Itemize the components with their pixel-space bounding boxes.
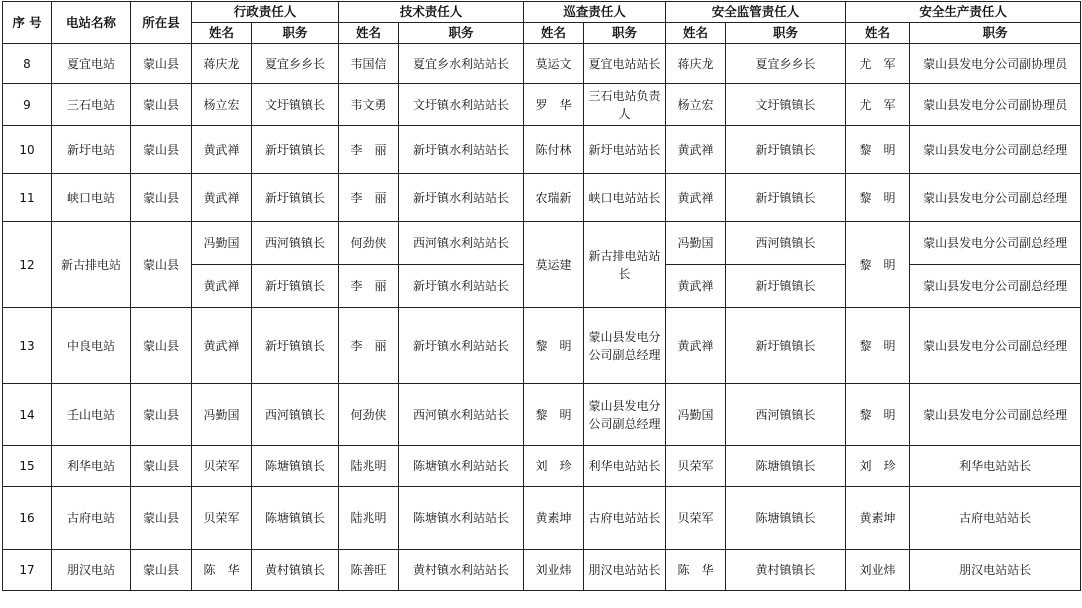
prod-duty-cell: 蒙山县发电分公司副总经理 [910,384,1081,446]
prod-name-cell: 尤 军 [846,84,910,126]
station-cell: 新圩电站 [52,126,131,174]
sup-name-cell: 冯勤国 [666,222,726,265]
col-seq-header: 序 号 [3,2,52,44]
tech-name-header: 姓名 [339,23,399,44]
station-cell: 三石电站 [52,84,131,126]
sup-duty-cell: 新圩镇镇长 [726,174,846,222]
admin-name-cell: 冯勤国 [192,222,252,265]
admin-duty-cell: 黄村镇镇长 [252,550,339,591]
admin-duty-cell: 新圩镇镇长 [252,126,339,174]
patrol-duty-cell: 蒙山县发电分公司副总经理 [584,308,666,384]
table-row [3,44,1081,84]
tech-duty-cell: 陈塘镇水利站站长 [399,446,524,487]
prod-duty-cell: 蒙山县发电分公司副协理员 [910,44,1081,84]
sup-duty-cell: 新圩镇镇长 [726,265,846,308]
admin-name-cell: 杨立宏 [192,84,252,126]
table-row [3,84,1081,126]
sup-name-cell: 蒋庆龙 [666,44,726,84]
admin-duty-cell: 陈塘镇镇长 [252,446,339,487]
tech-duty-cell: 西河镇水利站站长 [399,222,524,265]
county-cell: 蒙山县 [131,44,192,84]
admin-name-cell: 贝荣军 [192,446,252,487]
sup-name-cell: 黄武禅 [666,126,726,174]
tech-duty-cell: 新圩镇水利站站长 [399,126,524,174]
sup-duty-header: 职务 [726,23,846,44]
county-cell: 蒙山县 [131,487,192,550]
patrol-name-header: 姓名 [524,23,584,44]
admin-duty-cell: 西河镇镇长 [252,222,339,265]
station-cell: 古府电站 [52,487,131,550]
tech-name-cell: 陆兆明 [339,487,399,550]
group-admin-header: 行政责任人 [192,2,339,23]
table-row [3,308,1081,384]
sup-name-cell: 黄武禅 [666,308,726,384]
table-row [3,384,1081,446]
group-safety-sup-header: 安全监管责任人 [666,2,846,23]
patrol-duty-header: 职务 [584,23,666,44]
admin-name-cell: 冯勤国 [192,384,252,446]
sup-duty-cell: 文圩镇镇长 [726,84,846,126]
station-cell: 夏宜电站 [52,44,131,84]
tech-name-cell: 陆兆明 [339,446,399,487]
prod-name-cell: 刘 珍 [846,446,910,487]
sup-name-cell: 黄武禅 [666,174,726,222]
sup-duty-cell: 陈塘镇镇长 [726,446,846,487]
sup-duty-cell: 陈塘镇镇长 [726,487,846,550]
tech-name-cell: 李 丽 [339,174,399,222]
prod-name-cell: 尤 军 [846,44,910,84]
tech-duty-cell: 新圩镇水利站站长 [399,174,524,222]
prod-name-cell: 黎 明 [846,308,910,384]
patrol-name-cell: 罗 华 [524,84,584,126]
tech-duty-cell: 文圩镇水利站站长 [399,84,524,126]
group-safety-prod-header: 安全生产责任人 [846,2,1081,23]
seq-cell: 11 [3,174,52,222]
sup-duty-cell: 西河镇镇长 [726,384,846,446]
header-row-1 [3,2,1081,23]
county-cell: 蒙山县 [131,446,192,487]
patrol-duty-cell: 峡口电站站长 [584,174,666,222]
patrol-duty-cell: 利华电站站长 [584,446,666,487]
patrol-name-cell: 陈付林 [524,126,584,174]
table-row [3,550,1081,591]
patrol-name-cell: 莫运文 [524,44,584,84]
table-row [3,487,1081,550]
sup-duty-cell: 夏宜乡乡长 [726,44,846,84]
tech-duty-cell: 新圩镇水利站站长 [399,265,524,308]
county-cell: 蒙山县 [131,550,192,591]
prod-name-cell: 黎 明 [846,222,910,308]
prod-duty-cell: 蒙山县发电分公司副总经理 [910,265,1081,308]
admin-name-cell: 蒋庆龙 [192,44,252,84]
table-row [3,126,1081,174]
admin-name-cell: 黄武禅 [192,174,252,222]
prod-duty-cell: 古府电站站长 [910,487,1081,550]
prod-duty-cell: 蒙山县发电分公司副总经理 [910,222,1081,265]
col-county-header: 所在县 [131,2,192,44]
county-cell: 蒙山县 [131,84,192,126]
admin-name-cell: 黄武禅 [192,308,252,384]
admin-name-cell: 黄武禅 [192,265,252,308]
county-cell: 蒙山县 [131,384,192,446]
sup-name-cell: 陈 华 [666,550,726,591]
county-cell: 蒙山县 [131,308,192,384]
prod-duty-cell: 蒙山县发电分公司副总经理 [910,308,1081,384]
group-tech-header: 技术责任人 [339,2,524,23]
prod-duty-cell: 蒙山县发电分公司副协理员 [910,84,1081,126]
col-station-header: 电站名称 [52,2,131,44]
admin-name-header: 姓名 [192,23,252,44]
station-cell: 峡口电站 [52,174,131,222]
tech-duty-cell: 陈塘镇水利站站长 [399,487,524,550]
county-cell: 蒙山县 [131,222,192,308]
prod-duty-header: 职务 [910,23,1081,44]
county-cell: 蒙山县 [131,174,192,222]
patrol-name-cell: 黎 明 [524,308,584,384]
sup-name-cell: 贝荣军 [666,487,726,550]
admin-name-cell: 贝荣军 [192,487,252,550]
admin-duty-cell: 西河镇镇长 [252,384,339,446]
prod-name-cell: 黎 明 [846,126,910,174]
admin-duty-cell: 夏宜乡乡长 [252,44,339,84]
patrol-name-cell: 黄素坤 [524,487,584,550]
tech-name-cell: 李 丽 [339,126,399,174]
table-row [3,222,1081,265]
admin-duty-cell: 文圩镇镇长 [252,84,339,126]
seq-cell: 12 [3,222,52,308]
prod-name-header: 姓名 [846,23,910,44]
prod-name-cell: 黄素坤 [846,487,910,550]
tech-name-cell: 韦文勇 [339,84,399,126]
tech-name-cell: 李 丽 [339,308,399,384]
tech-name-cell: 李 丽 [339,265,399,308]
patrol-name-cell: 刘 珍 [524,446,584,487]
station-cell: 壬山电站 [52,384,131,446]
table-row [3,446,1081,487]
patrol-duty-cell: 新圩电站站长 [584,126,666,174]
patrol-name-cell: 莫运建 [524,222,584,308]
patrol-duty-cell: 新古排电站站长 [584,222,666,308]
prod-duty-cell: 蒙山县发电分公司副总经理 [910,174,1081,222]
admin-duty-cell: 新圩镇镇长 [252,265,339,308]
seq-cell: 9 [3,84,52,126]
tech-name-cell: 韦国信 [339,44,399,84]
patrol-duty-cell: 夏宜电站站长 [584,44,666,84]
tech-duty-cell: 新圩镇水利站站长 [399,308,524,384]
admin-duty-cell: 新圩镇镇长 [252,174,339,222]
patrol-duty-cell: 朋汉电站站长 [584,550,666,591]
admin-duty-cell: 陈塘镇镇长 [252,487,339,550]
prod-duty-cell: 利华电站站长 [910,446,1081,487]
prod-name-cell: 黎 明 [846,174,910,222]
table-row [3,174,1081,222]
group-patrol-header: 巡查责任人 [524,2,666,23]
sup-duty-cell: 黄村镇镇长 [726,550,846,591]
station-cell: 朋汉电站 [52,550,131,591]
sup-duty-cell: 新圩镇镇长 [726,308,846,384]
seq-cell: 15 [3,446,52,487]
admin-name-cell: 陈 华 [192,550,252,591]
seq-cell: 10 [3,126,52,174]
patrol-name-cell: 黎 明 [524,384,584,446]
county-cell: 蒙山县 [131,126,192,174]
tech-duty-cell: 黄村镇水利站站长 [399,550,524,591]
sup-name-header: 姓名 [666,23,726,44]
prod-duty-cell: 朋汉电站站长 [910,550,1081,591]
responsibility-table [2,1,1081,591]
station-cell: 利华电站 [52,446,131,487]
seq-cell: 17 [3,550,52,591]
tech-name-cell: 陈善旺 [339,550,399,591]
tech-name-cell: 何劲侠 [339,222,399,265]
sup-duty-cell: 西河镇镇长 [726,222,846,265]
station-cell: 中良电站 [52,308,131,384]
patrol-name-cell: 刘业炜 [524,550,584,591]
admin-duty-cell: 新圩镇镇长 [252,308,339,384]
tech-name-cell: 何劲侠 [339,384,399,446]
seq-cell: 13 [3,308,52,384]
patrol-duty-cell: 蒙山县发电分公司副总经理 [584,384,666,446]
seq-cell: 16 [3,487,52,550]
patrol-duty-cell: 古府电站站长 [584,487,666,550]
seq-cell: 8 [3,44,52,84]
sup-name-cell: 黄武禅 [666,265,726,308]
patrol-duty-cell: 三石电站负责人 [584,84,666,126]
prod-name-cell: 黎 明 [846,384,910,446]
sup-name-cell: 冯勤国 [666,384,726,446]
prod-name-cell: 刘业炜 [846,550,910,591]
admin-name-cell: 黄武禅 [192,126,252,174]
tech-duty-cell: 西河镇水利站站长 [399,384,524,446]
prod-duty-cell: 蒙山县发电分公司副总经理 [910,126,1081,174]
tech-duty-header: 职务 [399,23,524,44]
sup-duty-cell: 新圩镇镇长 [726,126,846,174]
patrol-name-cell: 农瑞新 [524,174,584,222]
seq-cell: 14 [3,384,52,446]
station-cell: 新古排电站 [52,222,131,308]
admin-duty-header: 职务 [252,23,339,44]
sup-name-cell: 杨立宏 [666,84,726,126]
tech-duty-cell: 夏宜乡水利站站长 [399,44,524,84]
sup-name-cell: 贝荣军 [666,446,726,487]
